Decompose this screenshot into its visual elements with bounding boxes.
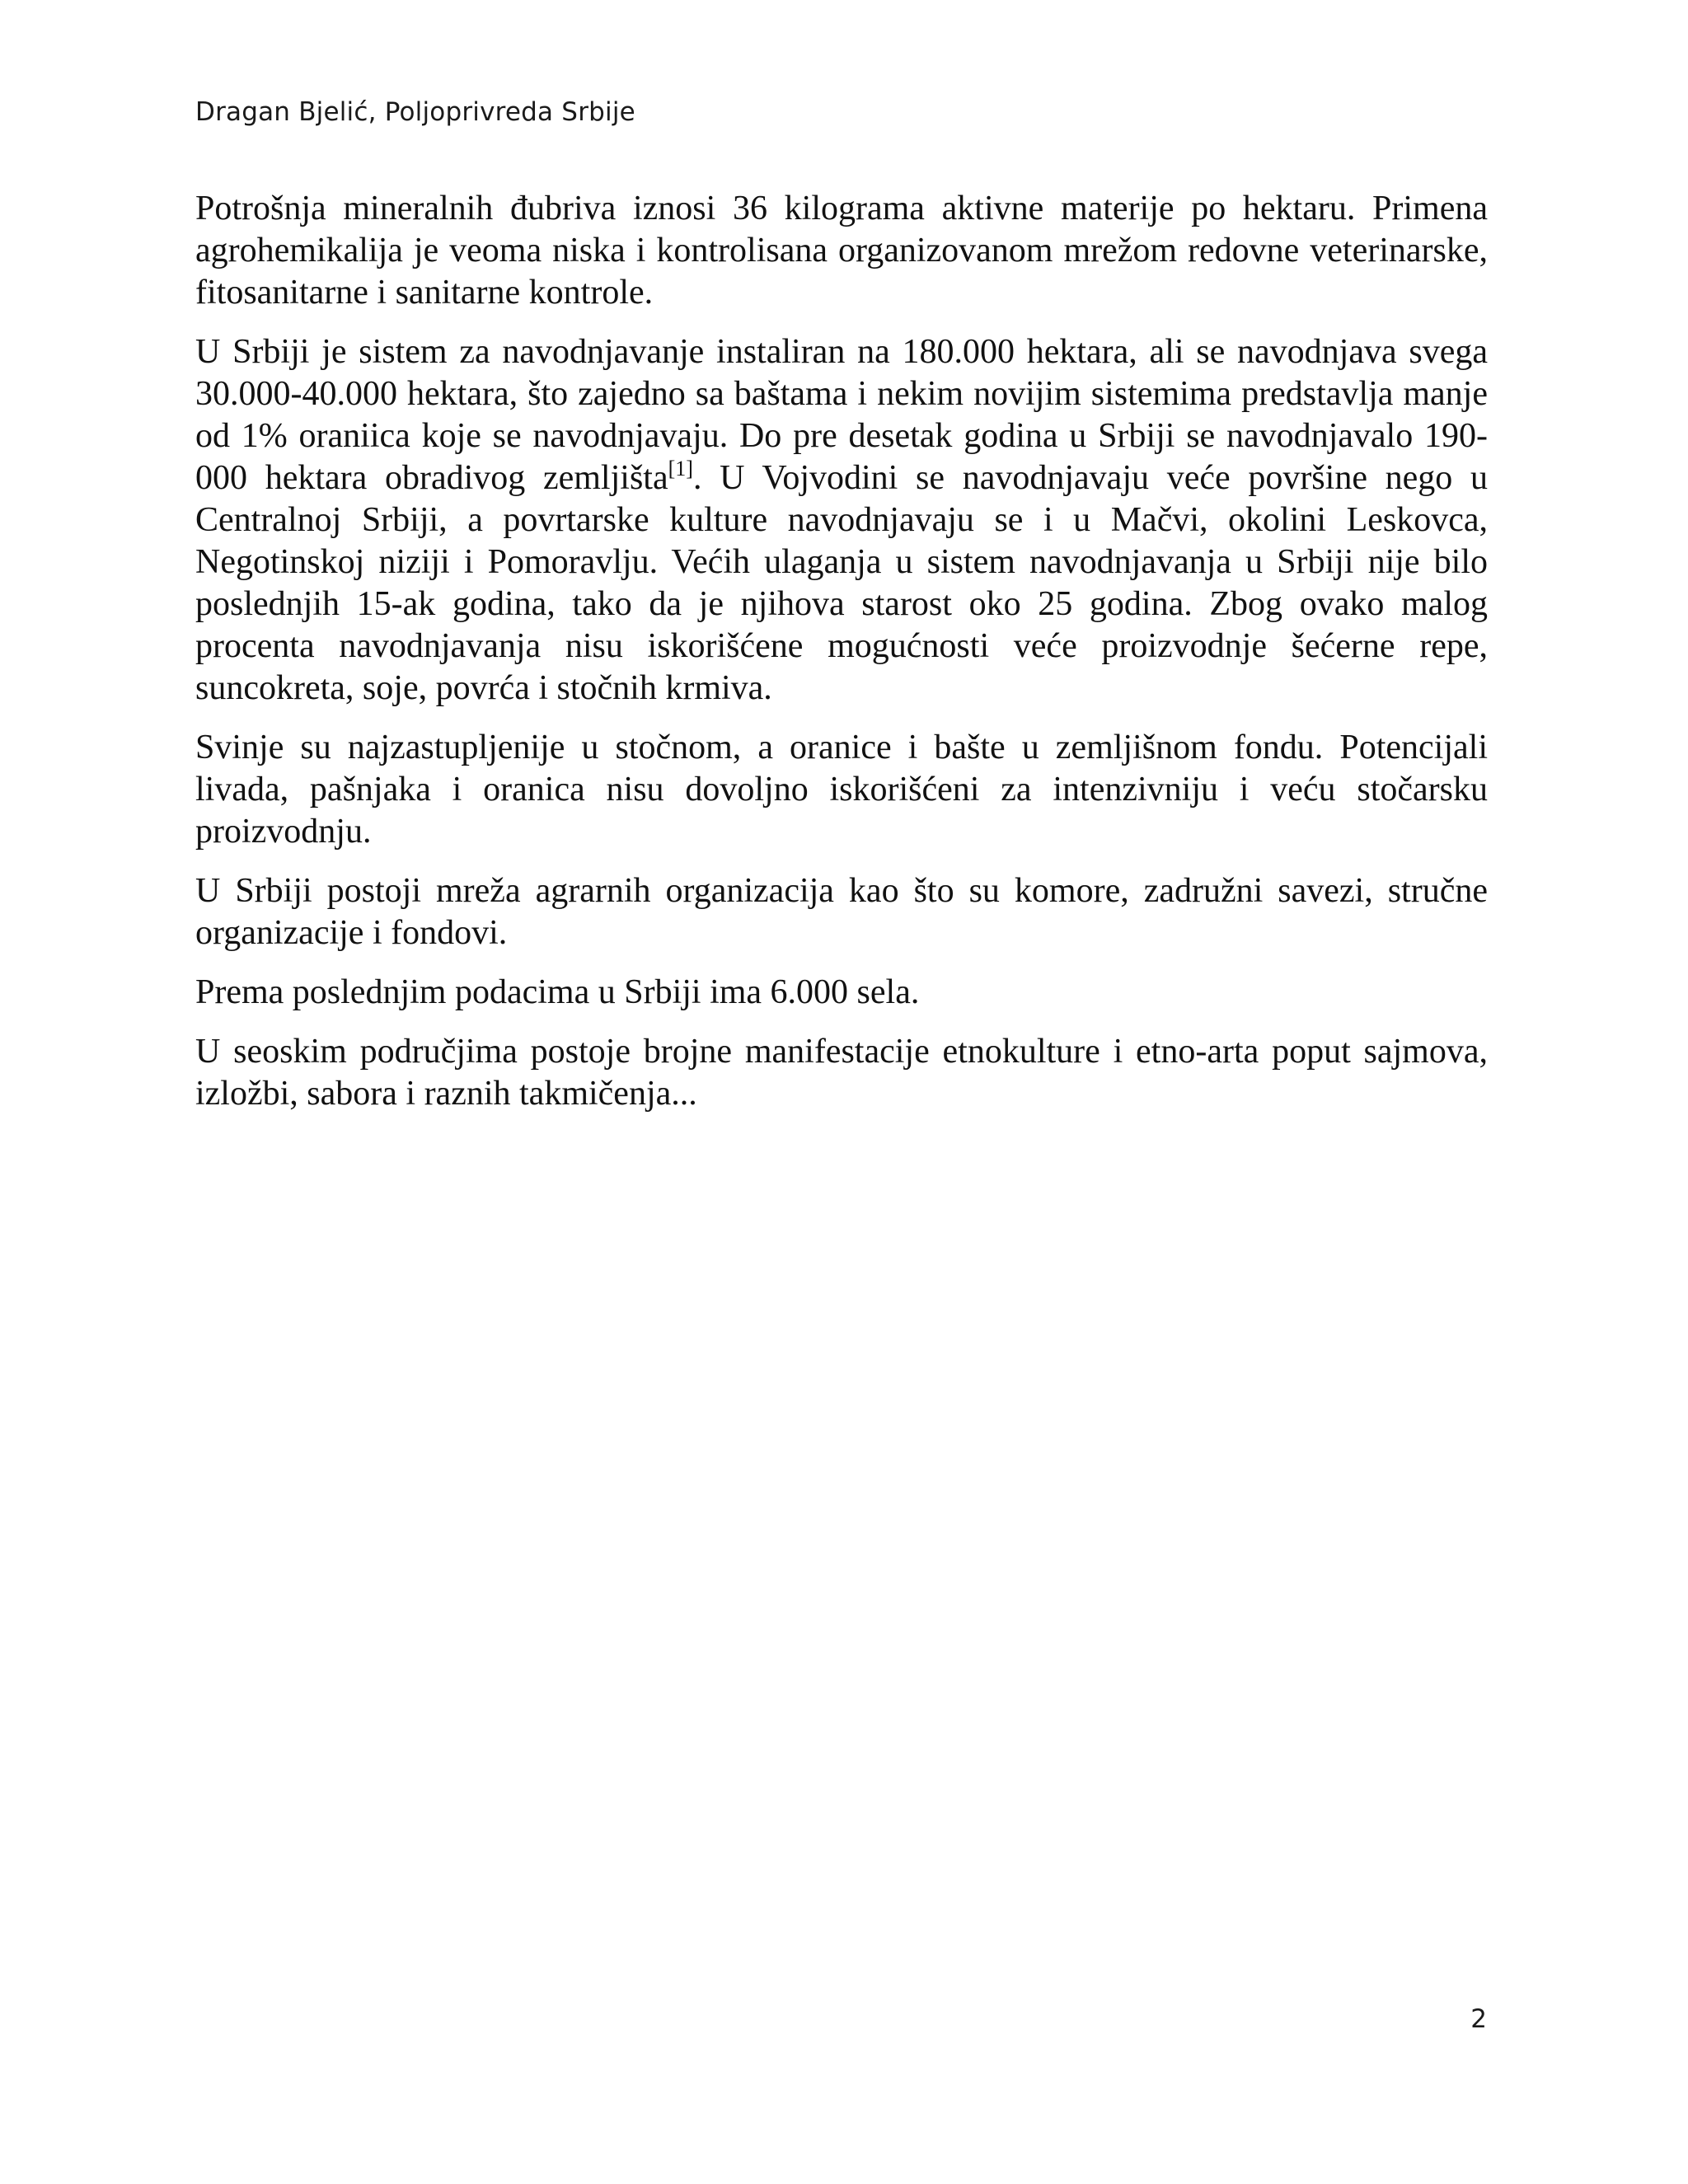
paragraph-fertilizer: Potrošnja mineralnih đubriva iznosi 36 kilograma aktivne materije po hektaru. Primena agrohemikalija je veoma niska i kontrolisana organizovanom mrežom redovne veterinarske, fitosanitarne i sanitarne kontrole. [195,190,1488,312]
footnote-reference[interactable]: [1] [668,457,693,480]
paragraph-irrigation-text-before: U Srbiji je sistem za navodnjavanje instaliran na 180.000 hektara, ali se navodnjava svega 30.000-40.000 hektara, što zajedno sa baštama i nekim novijim sistemima predstavlja manje od 1% oraniica koje se navodnjavaju. Do pre desetak godina u Srbiji se navodnjavalo 190-000 hektara obradivog zemljišta [195,333,1488,497]
paragraph-manifestations: U seoskim područjima postoje brojne manifestacije etnokulture i etno-arta poput sajmova, izložbi, sabora i raznih takmičenja... [195,1033,1488,1113]
page-number: 2 [1470,2004,1487,2034]
paragraph-irrigation-text-after: . U Vojvodini se navodnjavaju veće površine nego u Centralnoj Srbiji, a povrtarske kulture navodnjavaju se i u Mačvi, okolini Leskovca, Negotinskoj niziji i Pomoravlju. Većih ulaganja u sistem navodnjavanja u Srbiji nije bilo poslednjih 15-ak godina, tako da je njihova starost oko 25 godina. Zbog ovako malog procenta navodnjavanja nisu iskorišćene mogućnosti veće proizvodnje šećerne repe, suncokreta, soje, povrća i stočnih krmiva. [195,459,1489,707]
running-header: Dragan Bjelić, Poljoprivreda Srbije [195,97,635,127]
paragraph-irrigation [195,331,1488,710]
paragraph-villages: Prema poslednjim podacima u Srbiji ima 6.000 sela. [195,973,920,1011]
paragraph-organizations: U Srbiji postoji mreža agrarnih organizacija kao što su komore, zadružni savezi, stručne organizacije i fondovi. [195,872,1488,952]
paragraph-livestock: Svinje su najzastupljenije u stočnom, a oranice i bašte u zemljišnom fondu. Potencijali livada, pašnjaka i oranica nisu dovoljno iskorišćeni za intenzivniju i veću stočarsku proizvodnju. [195,729,1488,851]
body-text [195,188,1488,1132]
